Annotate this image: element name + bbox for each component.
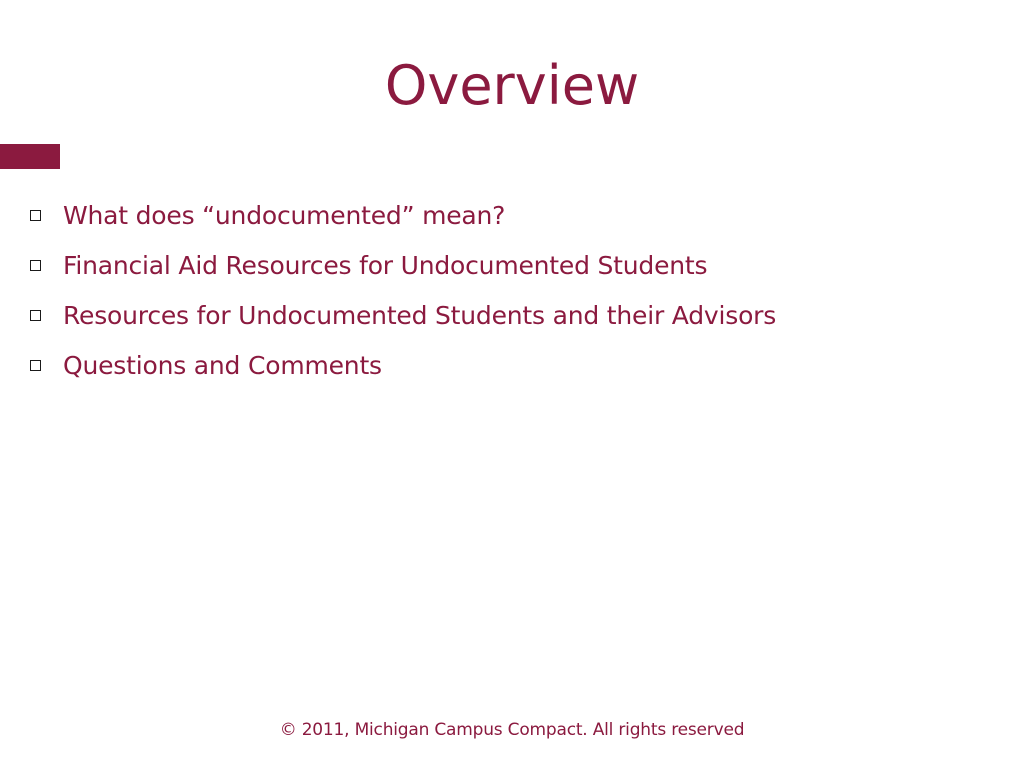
bullet-text: Financial Aid Resources for Undocumented Students: [63, 250, 708, 280]
square-outline-bullet-icon: [30, 360, 41, 371]
square-outline-bullet-icon: [30, 260, 41, 271]
square-outline-bullet-icon: [30, 210, 41, 221]
copyright-footer: © 2011, Michigan Campus Compact. All rights reserved: [279, 720, 745, 740]
bullet-list: [30, 190, 990, 390]
bullet-text: Resources for Undocumented Students and their Advisors: [63, 300, 777, 330]
bullet-item: [30, 340, 990, 390]
bullet-text: Questions and Comments: [63, 350, 382, 380]
bullet-item: [30, 290, 990, 340]
bullet-item: [30, 190, 990, 240]
bullet-text: What does “undocumented” mean?: [63, 200, 506, 230]
slide-title: Overview: [384, 54, 640, 117]
square-outline-bullet-icon: [30, 310, 41, 321]
bullet-item: [30, 240, 990, 290]
accent-bar: [0, 144, 60, 169]
